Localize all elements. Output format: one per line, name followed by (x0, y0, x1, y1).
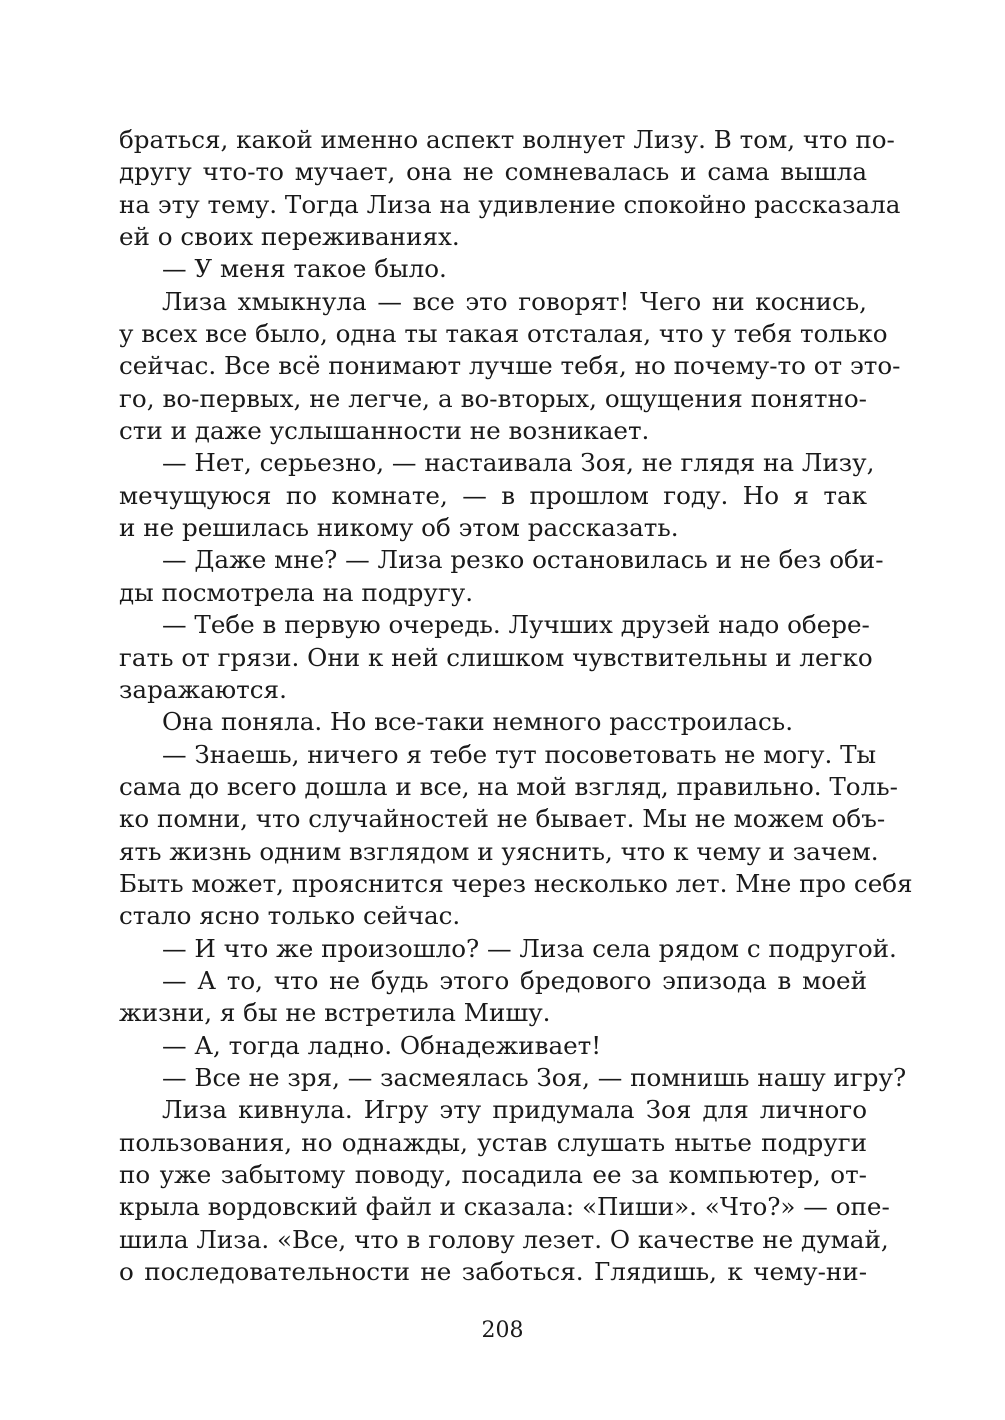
text-line: браться, какой именно аспект волнует Лизу. В том, что по- (119, 125, 895, 154)
text-line: — У меня такое было. (162, 254, 447, 284)
text-line: ко помни, что случайностей не бывает. Мы не можем объ- (119, 804, 886, 834)
text-line: и не решилась никому об этом рассказать. (119, 513, 679, 543)
text-line: по уже забытому поводу, посадила ее за компьютер, от- (119, 1160, 867, 1189)
text-line: Лиза кивнула. Игру эту придумала Зоя для личного (162, 1095, 867, 1125)
text-line: — А то, что не будь этого бредового эпизода в моей (162, 965, 867, 995)
text-line: ей о своих переживаниях. (119, 222, 460, 252)
text-line: — Даже мне? — Лиза резко остановилась и не без оби- (162, 545, 884, 575)
text-line: сама до всего дошла и все, на мой взгляд, правильно. Толь- (119, 771, 898, 801)
text-line: на эту тему. Тогда Лиза на удивление спокойно рассказала (119, 189, 901, 219)
text-line: Лиза хмыкнула — все это говорят! Чего ни коснись, (162, 286, 867, 316)
text-line: — Все не зря, — засмеялась Зоя, — помнишь нашу игру? (162, 1062, 907, 1092)
text-line: — Нет, серьезно, — настаивала Зоя, не глядя на Лизу, (162, 448, 875, 478)
text-line: мечущуюся по комнате, — в прошлом году. Но я так (119, 480, 867, 510)
text-line: другу что-то мучает, она не сомневалась и сама вышла (119, 157, 867, 187)
text-line: — Знаешь, ничего я тебе тут посоветовать не могу. Ты (162, 739, 877, 769)
text-line: заражаются. (119, 674, 287, 704)
page-number: 208 (481, 1318, 524, 1343)
text-line: гать от грязи. Они к ней слишком чувствительны и легко (119, 642, 873, 672)
text-line: — А, тогда ладно. Обнадеживает! (162, 1030, 602, 1060)
text-line: сейчас. Все всё понимают лучше тебя, но почему-то от это- (119, 351, 901, 381)
text-line: — Тебе в первую очередь. Лучших друзей надо обере- (162, 610, 870, 640)
text-line: о последовательности не заботься. Глядишь, к чему-ни- (119, 1257, 867, 1287)
text-line: крыла вордовский файл и сказала: «Пиши». «Что?» — опе- (119, 1192, 890, 1222)
text-line: Быть может, прояснится через несколько лет. Мне про себя (119, 868, 913, 898)
text-line: го, во-первых, не легче, а во-вторых, ощущения понятно- (119, 383, 867, 413)
text-line: жизни, я бы не встретила Мишу. (119, 998, 551, 1028)
text-line: пользования, но однажды, устав слушать нытье подруги (119, 1127, 867, 1157)
text-line: у всех все было, одна ты такая отсталая, что у тебя только (119, 319, 888, 349)
text-line: сти и даже услышанности не возникает. (119, 416, 650, 446)
text-line: Она поняла. Но все-таки немного расстроилась. (162, 707, 794, 737)
text-line: — И что же произошло? — Лиза села рядом с подругой. (162, 933, 897, 963)
text-line: ды посмотрела на подругу. (119, 577, 474, 607)
text-line: ять жизнь одним взглядом и уяснить, что к чему и зачем. (119, 836, 879, 866)
text-line: шила Лиза. «Все, что в голову лезет. О качестве не думай, (119, 1224, 889, 1254)
page-text (119, 124, 913, 1288)
text-line: стало ясно только сейчас. (119, 901, 461, 931)
